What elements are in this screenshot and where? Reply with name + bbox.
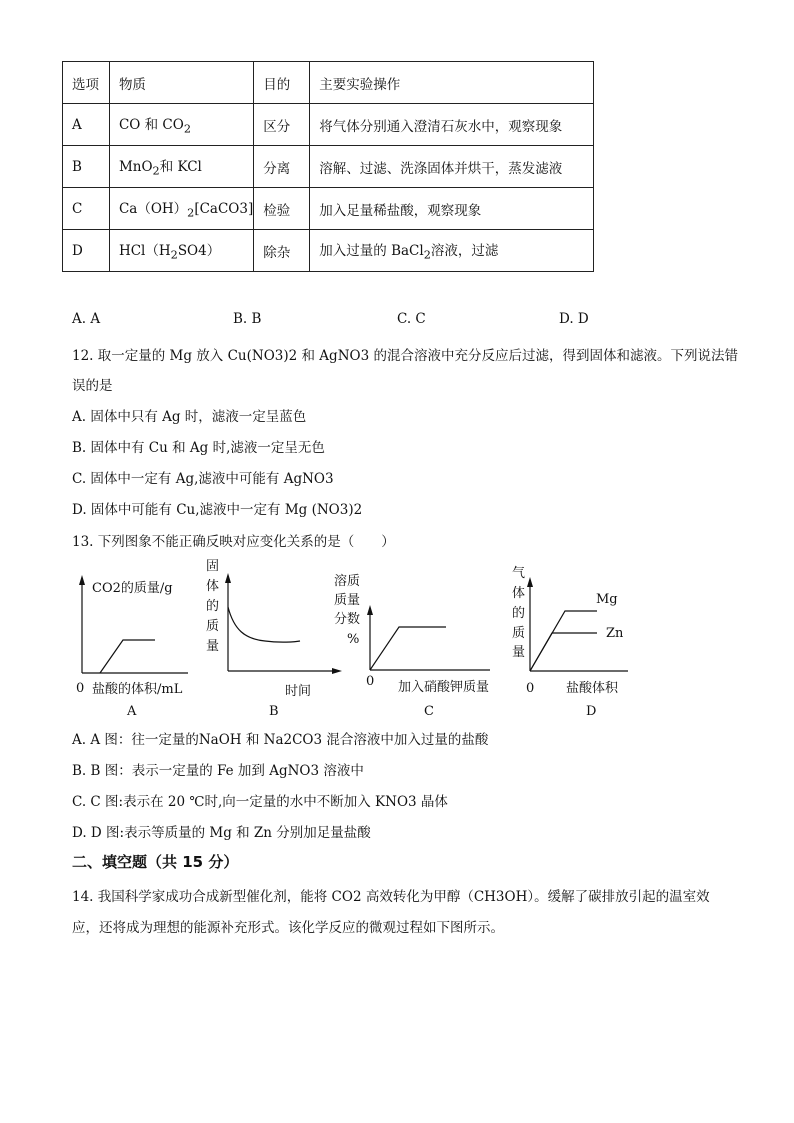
graph-b-ylabel-1: 固 [206,559,220,574]
graph-a [76,575,188,719]
header-cell: 目的 [254,62,310,104]
table-header-row [63,62,594,104]
substance-cell: MnO$_2$和 KCl [109,146,253,188]
graph-d-xlabel: 盐酸体积 [566,681,619,696]
graph-b-x-arrow-icon [332,668,342,674]
graph-c-ylabel-2: 质量 [334,593,361,608]
graph-a-xlabel: 盐酸的体积/mL [92,682,183,697]
substance-cell: $HCl(H_2SO4)$ [109,230,253,272]
q13-option-b[interactable]: B. B 图：表示一定量的 Fe 加到 AgNO3 溶液中 [72,763,364,779]
graph-c-y-arrow-icon [367,605,373,615]
option-cell: D [63,230,110,272]
graph-c [334,573,490,719]
q12-stem-line1: 12. 取一定量的 Mg 放入 Cu(NO3)2 和 AgNO3 的混合溶液中充分反应后过滤，得到固体和滤液。下列说法错 [72,348,738,364]
graph-c-ylabel-4: % [347,632,360,647]
graph-c-curve [370,627,446,670]
choice-b[interactable]: B. B [233,311,262,327]
operation-cell: 将气体分别通入澄清石灰水中，观察现象 [310,104,594,146]
table-row [63,188,594,230]
header-cell: 主要实验操作 [310,62,594,104]
graph-c-ylabel-1: 溶质 [334,574,361,589]
substance-cell: $Ca(OH)_2[CaCO3]$ [109,188,253,230]
graph-a-ylabel: CO2的质量/g [92,581,173,596]
graph-b-xlabel: 时间 [285,684,312,699]
header-cell: 物质 [109,62,253,104]
q13-option-d[interactable]: D. D 图:表示等质量的 Mg 和 Zn 分别加足量盐酸 [72,825,371,841]
graph-d-ylabel-2: 体 [512,586,526,601]
graph-d-curve-zn [530,633,597,671]
graph-a-y-arrow-icon [79,575,85,585]
section-title: 二、填空题（共 15 分） [72,853,239,871]
q12-option-d[interactable]: D. 固体中可能有 Cu,滤液中一定有 Mg (NO3)2 [72,502,363,518]
graph-b-ylabel-2: 体 [206,579,220,594]
graph-d-y-arrow-icon [527,577,533,587]
header-cell: 选项 [63,62,110,104]
graph-d-origin: 0 [526,681,535,696]
option-cell: C [63,188,110,230]
graph-d-ylabel-4: 质 [512,626,526,641]
graph-b [206,559,342,719]
q13-graphs [60,555,640,725]
graph-d [512,566,628,719]
graph-b-letter: B [269,704,279,719]
q12-stem-line2: 误的是 [72,378,113,394]
choice-c[interactable]: C. C [397,311,426,327]
q14-line2: 应，还将成为理想的能源补充形式。该化学反应的微观过程如下图所示。 [72,920,504,936]
options-table [62,61,594,272]
q13-option-a[interactable]: A. A 图：往一定量的NaOH 和 Na2CO3 混合溶液中加入过量的盐酸 [72,732,489,748]
graph-b-ylabel-4: 质 [206,619,220,634]
goal-cell: 分离 [254,146,310,188]
graph-d-ylabel-5: 量 [512,645,526,660]
graph-c-origin: 0 [366,674,375,689]
table-row [63,104,594,146]
graph-c-ylabel-3: 分数 [334,612,361,627]
graph-d-curve-mg [530,611,597,671]
q12-option-b[interactable]: B. 固体中有 Cu 和 Ag 时,滤液一定呈无色 [72,440,325,456]
graph-d-letter: D [586,704,597,719]
graph-a-curve [100,640,155,673]
option-cell: B [63,146,110,188]
graph-b-ylabel-5: 量 [206,639,220,654]
q13-stem: 13. 下列图象不能正确反映对应变化关系的是（ ） [72,534,395,550]
goal-cell: 检验 [254,188,310,230]
operation-cell: 加入足量稀盐酸，观察现象 [310,188,594,230]
table-row [63,230,594,272]
graph-b-curve [228,607,300,642]
q14-line1: 14. 我国科学家成功合成新型催化剂，能将 CO2 高效转化为甲醇（CH3OH）。缓解了碳排放引起的温室效 [72,889,710,905]
graph-b-ylabel-3: 的 [206,599,220,614]
goal-cell: 区分 [254,104,310,146]
choice-a[interactable]: A. A [72,311,101,327]
graph-b-y-arrow-icon [225,573,231,583]
q13-option-c[interactable]: C. C 图:表示在 20 ℃时,向一定量的水中不断加入 KNO3 晶体 [72,794,448,810]
graph-d-label-mg: Mg [596,592,618,607]
graph-d-ylabel-3: 的 [512,606,526,621]
graph-d-ylabel-1: 气 [512,566,526,581]
q12-option-c[interactable]: C. 固体中一定有 Ag,滤液中可能有 AgNO3 [72,471,334,487]
substance-cell: CO 和 $CO_2$ [109,104,253,146]
graph-a-origin: 0 [76,681,85,696]
graph-a-letter: A [127,704,137,719]
q12-option-a[interactable]: A. 固体中只有 Ag 时，滤液一定呈蓝色 [72,409,307,425]
graph-d-label-zn: Zn [606,626,624,641]
operation-cell: 溶解、过滤、洗涤固体并烘干，蒸发滤液 [310,146,594,188]
goal-cell: 除杂 [254,230,310,272]
graph-c-letter: C [424,704,434,719]
table-row [63,146,594,188]
graph-c-xlabel: 加入硝酸钾质量 [398,680,490,695]
operation-cell: 加入过量的 BaCl$_2$溶液，过滤 [310,230,594,272]
choice-d[interactable]: D. D [559,311,589,327]
option-cell: A [63,104,110,146]
